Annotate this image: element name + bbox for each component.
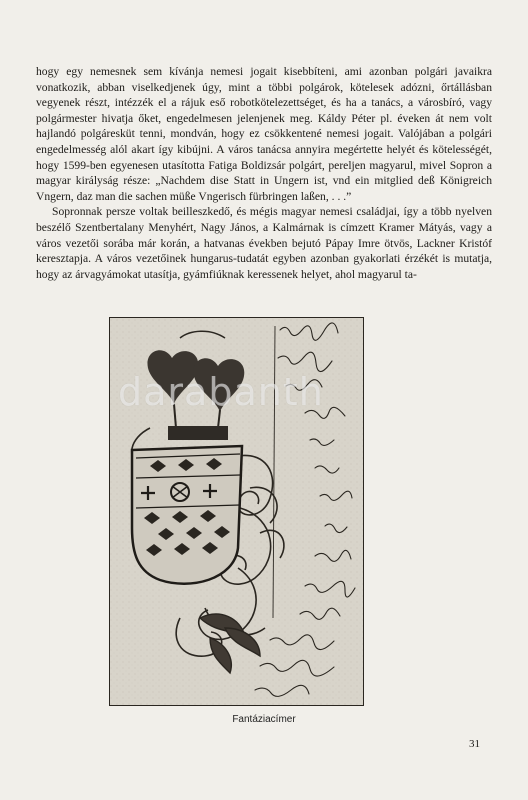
crest-band (168, 426, 228, 440)
coat-of-arms-illustration (109, 317, 364, 706)
watermark-text: darabanth (118, 370, 324, 414)
page-number: 31 (469, 738, 480, 750)
paragraph-2: Sopronnak persze voltak beilleszkedő, és mégis magyar nemesi családjai, így a több nyelven beszélő Szentbertalany Menyhért, Nagy János, a Kalmárnak is címzett Kramer Mátyás, vagy a város vezetői sorába már korán, a hatvanas években bejutó Pápay Imre ötvös, Lackner Kristóf keresztapja. A város vezetőinek hungarus-tudatát egyben azonban gyakorlati érzékét is mutatja, hogy az árvagyámokat utasítja, gyámfiúknak keressenek helyet, ahol magyarul ta- (36, 205, 492, 281)
paragraph-1: hogy egy nemesnek sem kívánja nemesi jogait kisebbíteni, ami azonban polgári javaikra vonatkozik, abban viselkedjenek úgy, mint a többi polgárok, kötelesek adózni, őrtállásban vegyenek részt, intézzék el a rájuk eső robotkötelezettséget, és ha a tanács, a városbíró, vagy polgármester hivatja őket, engedelmesen jelenjenek meg. Káldy Péter pl. éveken át nem volt hajlandó polgáresküt tenni, mondván, hogy ez csökkentené nemesi jogait. Valójában a polgári engedelmesség alól akart így kibújni. A város tanácsa annyira megértette helyét és kötelességét, hogy 1599-ben egyenesen utasította Fatiga Boldizsár polgárt, pereljen magyarul, mivel Sopron a magyar királyság része: „Nachdem dise Statt in Ungern ist, vnd ein mitglied deß Königreich Vngern, daz man die sachen müße Vngerisch fürbringen laßen, . . .” (36, 65, 492, 203)
body-text (36, 64, 492, 282)
figure-caption: Fantáziacímer (232, 714, 296, 725)
coat-of-arms-drawing (110, 318, 363, 705)
shield (132, 446, 242, 584)
